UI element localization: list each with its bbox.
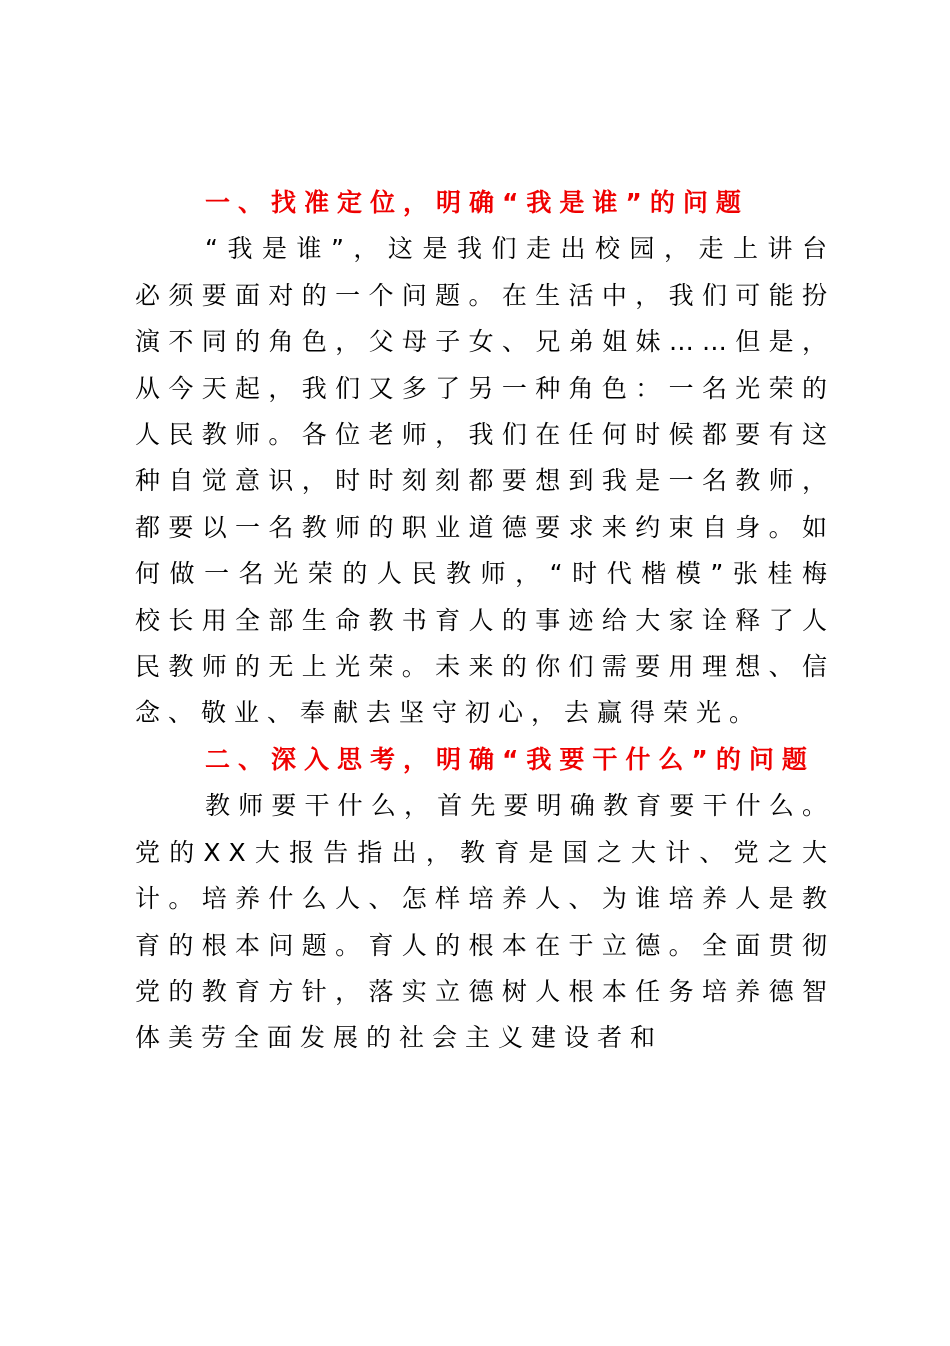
- section-paragraph-1: “我是谁”，这是我们走出校园，走上讲台必须要面对的一个问题。在生活中，我们可能扮演不同的角色，父母子女、兄弟姐妹……但是，从今天起，我们又多了另一种角色：一名光荣的人民教师。各位老师，我们在任何时候都要有这种自觉意识，时时刻刻都要想到我是一名教师，都要以一名教师的职业道德要求来约束自身。如何做一名光荣的人民教师，“时代楷模”张桂梅校长用全部生命教书育人的事迹给大家诠释了人民教师的无上光荣。未来的你们需要用理想、信念、敬业、奉献去坚守初心，去赢得荣光。: [135, 234, 835, 728]
- section-heading-1: 一、找准定位，明确“我是谁”的问题: [205, 188, 749, 217]
- document-body: [135, 180, 835, 1062]
- section-paragraph-2: 教师要干什么，首先要明确教育要干什么。党的XX大报告指出，教育是国之大计、党之大计。培养什么人、怎样培养人、为谁培养人是教育的根本问题。育人的根本在于立德。全面贯彻党的教育方针，落实立德树人根本任务培养德智体美劳全面发展的社会主义建设者和: [135, 791, 835, 1053]
- section-heading-2: 二、深入思考，明确“我要干什么”的问题: [205, 744, 815, 774]
